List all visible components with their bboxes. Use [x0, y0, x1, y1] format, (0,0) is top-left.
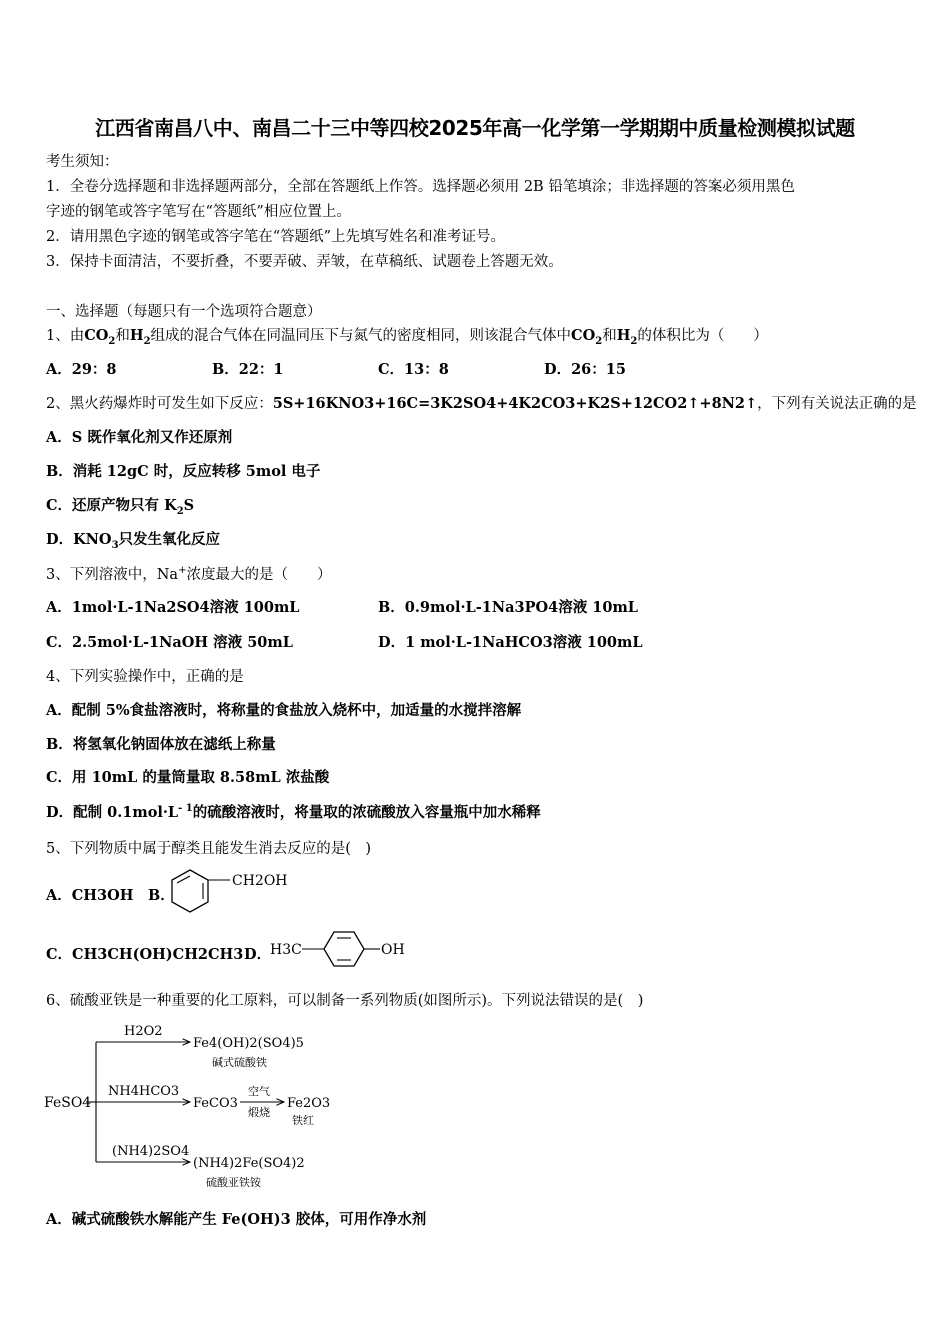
q2-option-c: C．还原产物只有 $K_2S$: [46, 497, 195, 517]
question-3-stem: 3、下列溶液中，Na+浓度最大的是（ ）: [46, 565, 332, 583]
benzyl-substituent: CH2OH: [232, 873, 288, 889]
q5-option-b-label: B．: [148, 887, 175, 904]
q6-option-a: A．碱式硫酸铁水解能产生 Fe(OH)3 胶体，可用作净水剂: [46, 1211, 427, 1228]
q1-option-c: C．13：8: [378, 361, 449, 378]
q3-option-c: C．2.5mol·L-1NaOH 溶液 50mL: [46, 634, 293, 651]
question-5-stem: 5、下列物质中属于醇类且能发生消去反应的是( ): [46, 841, 372, 857]
methyl-group: H3C: [270, 942, 302, 958]
question-4-stem: 4、下列实验操作中，正确的是: [46, 669, 244, 685]
notice-line-1a: 1．全卷分选择题和非选择题两部分，全部在答题纸上作答。选择题必须用 2B 铅笔填涂；非选择题的答案必须用黑色: [46, 179, 795, 195]
page-title: 江西省南昌八中、南昌二十三中等四校2025年高一化学第一学期期中质量检测模拟试题: [95, 116, 855, 140]
q5-option-a: A．CH3OH: [46, 887, 134, 904]
condition-air: 空气: [248, 1085, 270, 1098]
question-1-stem: 1、由$CO_2$和$H_2$组成的混合气体在同温同压下与氮气的密度相同，则该混合气体中$CO_2$和$H_2$的体积比为（ ）: [46, 327, 768, 347]
q1-option-b: B．22：1: [212, 361, 284, 378]
q2-option-b: B．消耗 12gC 时，反应转移 5mol 电子: [46, 463, 321, 480]
condition-calcine: 煅烧: [248, 1106, 270, 1119]
reagent-h2o2: H2O2: [124, 1024, 163, 1039]
q3-option-b: B．0.9mol·L-1Na3PO4溶液 10mL: [378, 599, 638, 616]
q1-option-a: A．29：8: [46, 361, 117, 378]
q4-option-a: A．配制 5%食盐溶液时，将称量的食盐放入烧杯中，加适量的水搅拌溶解: [46, 702, 522, 719]
p-cresol-structure: [268, 926, 418, 972]
notice-line-3: 3．保持卡面清洁，不要折叠，不要弄破、弄皱，在草稿纸、试题卷上答题无效。: [46, 254, 563, 270]
ferrous-sulfate-flow-diagram: [40, 1016, 340, 1196]
q1-option-d: D．26：15: [544, 361, 626, 378]
product-fe2o3: Fe2O3: [287, 1096, 331, 1111]
q5-option-d-label: D．: [244, 946, 272, 963]
hydroxyl-group: OH: [381, 942, 405, 958]
q4-option-c: C．用 10mL 的量筒量取 8.58mL 浓盐酸: [46, 769, 330, 786]
notice-heading: 考生须知：: [46, 154, 119, 170]
product-feco3: FeCO3: [193, 1096, 238, 1111]
name-iron-red: 铁红: [292, 1114, 314, 1127]
q4-option-d: D．配制 $0.1mol\cdot L^{- 1}$的硫酸溶液时，将量取的浓硫酸放入容量瓶中加水稀释: [46, 803, 541, 821]
reagent-ammonium-sulfate: (NH4)2SO4: [112, 1144, 190, 1159]
q2-equation: 5S+16KNO3+16C=3K2SO4+4K2CO3+K2S+12CO2↑+8N2↑: [272, 395, 758, 412]
name-basic-ferric-sulfate: 碱式硫酸铁: [212, 1056, 267, 1069]
reagent-nh4hco3: NH4HCO3: [108, 1084, 180, 1099]
start-feso4: FeSO4: [44, 1095, 92, 1111]
question-2-stem: 2、黑火药爆炸时可发生如下反应：5S+16KNO3+16C=3K2SO4+4K2CO3+K2S+12CO2↑+8N2↑，下列有关说法正确的是: [46, 395, 917, 412]
q2-option-d: D．$KNO_3$只发生氧化反应: [46, 531, 221, 551]
q4-option-b: B．将氢氧化钠固体放在滤纸上称量: [46, 736, 276, 753]
product-ammonium-ferrous-sulfate: (NH4)2Fe(SO4)2: [193, 1156, 305, 1171]
q2-option-a: A．S 既作氧化剂又作还原剂: [46, 429, 233, 446]
section-heading: 一、选择题（每题只有一个选项符合题意）: [46, 304, 322, 320]
q3-option-d: D．1 mol·L-1NaHCO3溶液 100mL: [378, 634, 643, 651]
question-6-stem: 6、硫酸亚铁是一种重要的化工原料，可以制备一系列物质(如图所示)。下列说法错误的是( ): [46, 993, 644, 1009]
product-basic-ferric-sulfate: Fe4(OH)2(SO4)5: [193, 1036, 304, 1051]
notice-line-2: 2．请用黑色字迹的钢笔或答字笔在“答题纸”上先填写姓名和准考证号。: [46, 229, 506, 245]
q5-option-c: C．CH3CH(OH)CH2CH3: [46, 946, 244, 963]
notice-line-1b: 字迹的钢笔或答字笔写在“答题纸”相应位置上。: [46, 204, 351, 220]
benzyl-alcohol-structure: [168, 866, 298, 918]
q3-option-a: A．1mol·L-1Na2SO4溶液 100mL: [46, 599, 300, 616]
name-ammonium-ferrous-sulfate: 硫酸亚铁铵: [206, 1176, 261, 1189]
